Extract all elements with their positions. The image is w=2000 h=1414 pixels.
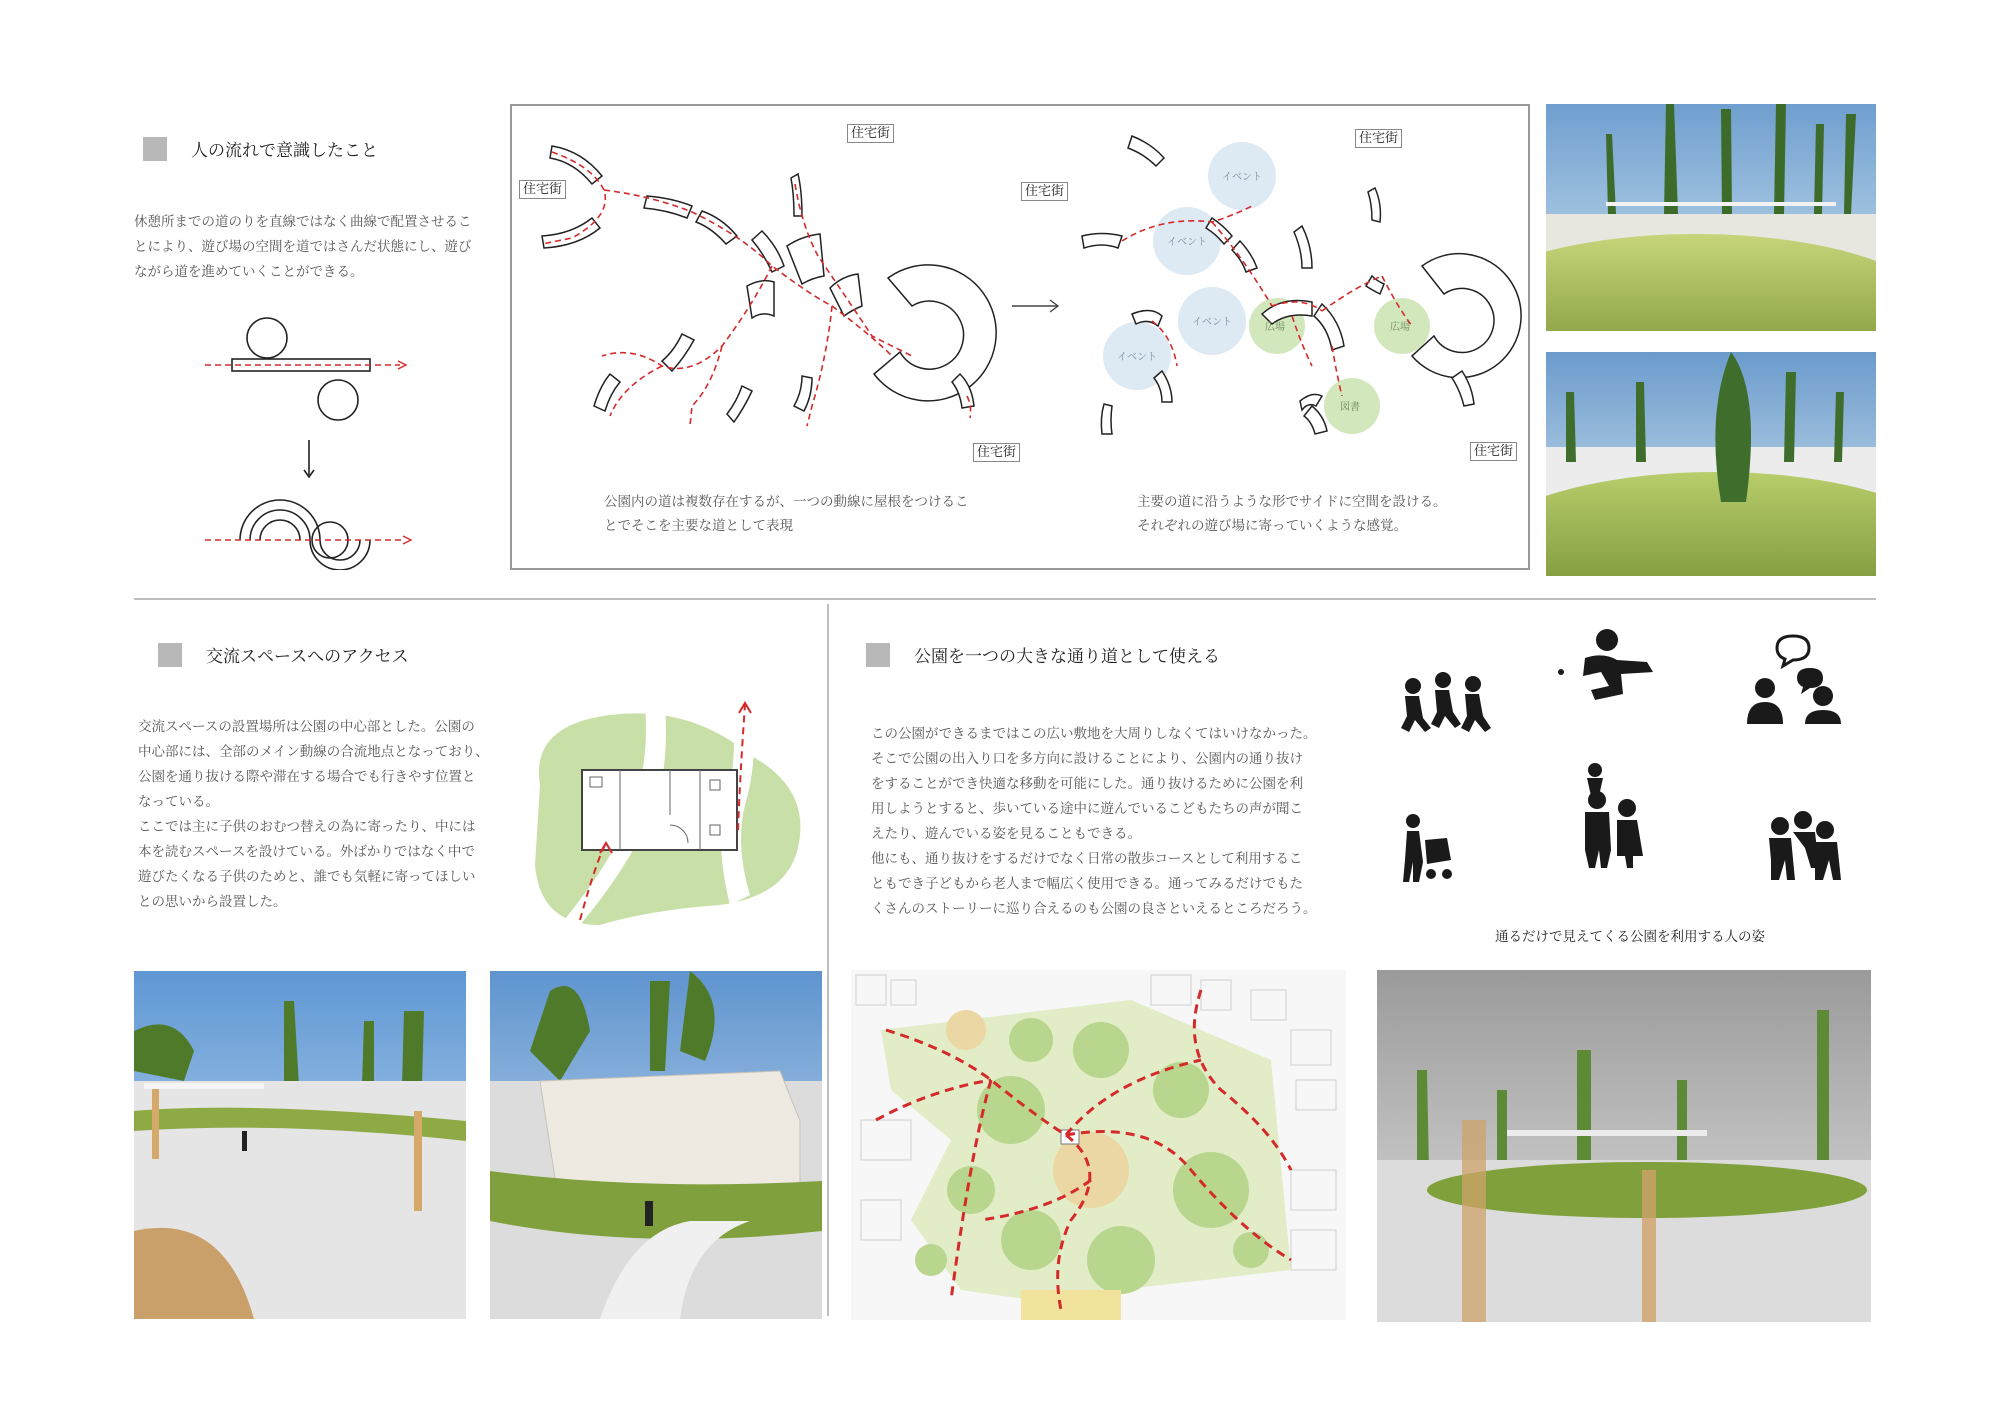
label-residential-2: 住宅街 (847, 124, 894, 143)
text-line: そこで公園の出入り口を多方向に設けることにより、公園内の通り抜け (871, 751, 1303, 767)
section2-heading-text: 交流スペースへのアクセス (206, 647, 409, 667)
bubble-label-event-2: イベント (1167, 237, 1207, 248)
jumping-person-icon (1558, 629, 1653, 700)
text-line: 交流スペースの設置場所は公園の中心部とした。公園の (138, 719, 475, 735)
text-line: とでそこを主要な道として表現 (604, 518, 793, 534)
family-icon (1585, 763, 1643, 868)
text-line: えたり、遊んでいる姿を見ることもできる。 (871, 826, 1141, 842)
model-photo-bottom-3 (1377, 970, 1871, 1322)
curve-concept-diagram (200, 305, 420, 570)
heading-square-icon (143, 137, 167, 161)
section3-heading (866, 642, 1220, 667)
text-line: 遊びたくなる子供のためと、誰でも気軽に寄ってほしい (138, 869, 476, 885)
section1-heading (143, 136, 378, 161)
section3-heading-text: 公園を一つの大きな通り道として使える (914, 647, 1220, 667)
text-line: 中心部には、全部のメイン動線の合流地点となっており、 (138, 744, 489, 760)
route-caption-right (1137, 490, 1447, 538)
text-line: 公園内の道は複数存在するが、一つの動線に屋根をつけるこ (604, 494, 969, 510)
text-line: ともでき子どもから老人まで幅広く使用できる。通ってみるだけでもた (871, 876, 1303, 892)
section3-paragraph (871, 722, 1317, 922)
text-line: この公園ができるまではこの広い敷地を大周りしなくてはいけなかった。 (871, 726, 1317, 742)
label-residential-4: 住宅街 (1021, 182, 1068, 201)
text-line: 用しようとすると、歩いている途中に遊んでいるこどもたちの声が聞こ (871, 801, 1303, 817)
exchange-space-plan (520, 695, 810, 935)
text-line: それぞれの遊び場に寄っていくような感覚。 (1137, 518, 1407, 534)
text-line: 公園を通り抜ける際や滞在する場合でも行きやす位置と (138, 769, 476, 785)
section2-paragraph (138, 715, 489, 915)
label-residential-5: 住宅街 (1355, 129, 1402, 148)
text-line: くさんのストーリーに巡り合えるのも公園の良さといえるところだろう。 (871, 901, 1317, 917)
park-users-icons (1385, 628, 1845, 898)
heading-square-icon (866, 643, 890, 667)
stroller-icon (1403, 814, 1452, 882)
text-line: 他にも、通り抜けをするだけでなく日常の散歩コースとして利用するこ (871, 851, 1303, 867)
bubble-label-plaza-1: 広場 (1265, 322, 1285, 333)
icons-caption: 通るだけで見えてくる公園を利用する人の姿 (1495, 929, 1765, 945)
model-photo-top-2 (1546, 352, 1876, 576)
bubble-label-event-3: イベント (1192, 317, 1232, 328)
text-line: 本を読むスペースを設けている。外ばかりではなく中で (138, 844, 475, 860)
chatting-people-icon (1747, 636, 1841, 724)
vertical-divider (827, 604, 829, 1316)
group-people-icon (1769, 811, 1841, 880)
bubble-label-event-4: イベント (1117, 352, 1157, 363)
text-line: 主要の道に沿うような形でサイドに空間を設ける。 (1137, 494, 1447, 510)
section2-heading (158, 642, 409, 667)
bubble-label-event-1: イベント (1222, 172, 1262, 183)
text-line: ここでは主に子供のおむつ替えの為に寄ったり、中には (138, 819, 476, 835)
park-site-plan (851, 970, 1346, 1320)
label-residential-6: 住宅街 (1470, 442, 1517, 461)
text-line: ながら道を進めていくことができる。 (134, 264, 364, 280)
bubble-label-library: 図書 (1340, 402, 1360, 413)
section1-heading-text: 人の流れで意識したこと (191, 141, 378, 161)
text-line: とにより、遊び場の空間を道ではさんだ状態にし、遊び (134, 239, 472, 255)
text-line: をすることができ快適な移動を可能にした。通り抜けるために公園を利 (871, 776, 1303, 792)
horizontal-divider (134, 598, 1876, 600)
label-residential-3: 住宅街 (973, 443, 1020, 462)
route-caption-left (604, 490, 969, 538)
section1-paragraph (134, 210, 472, 285)
model-photo-top-1 (1546, 104, 1876, 331)
label-residential-1: 住宅街 (519, 180, 566, 199)
bubble-label-plaza-2: 広場 (1390, 322, 1410, 333)
text-line: との思いから設置した。 (138, 894, 287, 910)
model-photo-bottom-1 (134, 971, 466, 1319)
running-kids-icon (1401, 672, 1491, 732)
heading-square-icon (158, 643, 182, 667)
text-line: 休憩所までの道のりを直線ではなく曲線で配置させるこ (134, 214, 472, 230)
text-line: なっている。 (138, 794, 219, 810)
model-photo-bottom-2 (490, 971, 822, 1319)
